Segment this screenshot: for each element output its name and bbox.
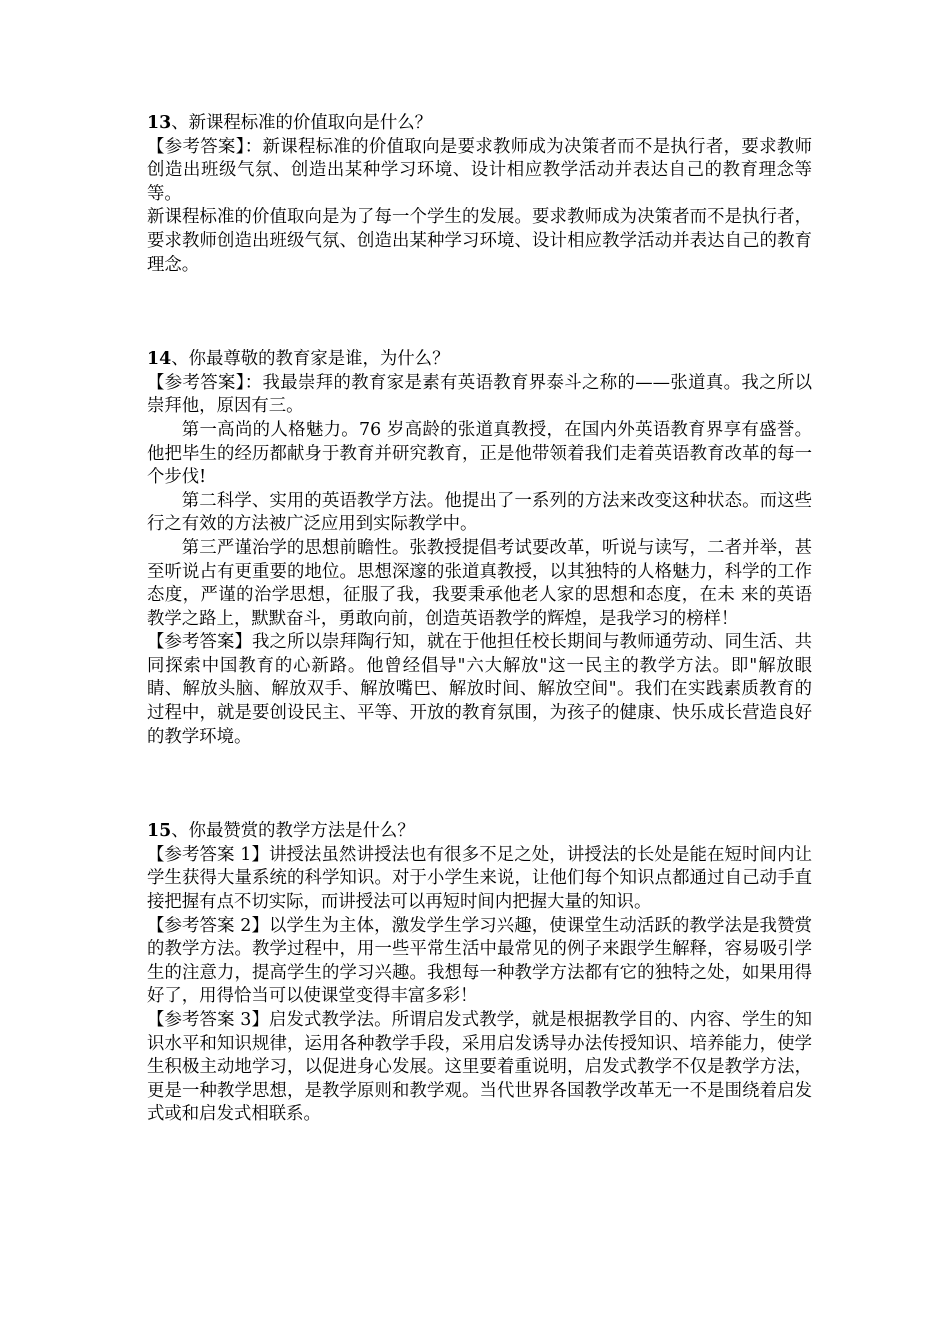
question-14-heading: [147, 348, 812, 372]
answer-14-paragraph-2: 第一高尚的人格魅力。76 岁高龄的张道真教授，在国内外英语教育界享有盛誉。他把毕生的经历都献身于教育并研究教育，正是他带领着我们走着英语教育改革的每一个步伐!: [147, 419, 812, 488]
answer-13-paragraph-2: 新课程标准的价值取向是为了每一个学生的发展。要求教师成为决策者而不是执行者，要求教师创造出班级气氛、创造出某种学习环境、设计相应教学活动并表达自己的教育理念。: [147, 207, 812, 275]
question-14-text: 、你最尊敬的教育家是谁，为什么？: [171, 349, 450, 370]
question-14-number: 14: [147, 349, 172, 370]
answer-14-paragraph-4: 第三严谨治学的思想前瞻性。张教授提倡考试要改革，听说与读写，二者并举，甚至听说占有更重要的地位。思想深邃的张道真教授，以其独特的人格魅力，科学的工作态度，严谨的治学思想，征服了我，我要秉承他老人家的思想和态度，在未 来的英语教学之路上，默默奋斗，勇敢向前，创造英语教学的辉煌，是我学习的榜样！: [147, 537, 812, 629]
question-15-section: [147, 820, 812, 1127]
answer-14-paragraph-1: 【参考答案】：我最崇拜的教育家是素有英语教育界泰斗之称的——张道真。我之所以崇拜他，原因有三。: [147, 372, 812, 417]
question-13-text: 、新课程标准的价值取向是什么？: [171, 113, 433, 133]
question-14-section: [147, 348, 812, 749]
document-page: [147, 112, 812, 1127]
section-spacer: [147, 277, 812, 348]
answer-15-paragraph-2: 【参考答案 2】以学生为主体，激发学生学习兴趣，使课堂生动活跃的教学法是我赞赏的教学方法。教学过程中，用一些平常生活中最常见的例子来跟学生解释，容易吸引学生的注意力，提高学生的学习兴趣。我想每一种教学方法都有它的独特之处，如果用得好了，用得恰当可以使课堂变得丰富多彩！: [147, 915, 812, 1007]
answer-13-paragraph-1: 【参考答案】：新课程标准的价值取向是要求教师成为决策者而不是执行者，要求教师创造出班级气氛、创造出某种学习环境、设计相应教学活动并表达自己的教育理念等等。: [147, 136, 812, 204]
question-13-section: [147, 112, 812, 277]
answer-14-paragraph-3: 第二科学、实用的英语教学方法。他提出了一系列的方法来改变这种状态。而这些行之有效的方法被广泛应用到实际教学中。: [147, 490, 812, 535]
question-15-number: 15: [147, 821, 172, 842]
answer-15-paragraph-1: 【参考答案 1】讲授法虽然讲授法也有很多不足之处，讲授法的长处是能在短时间内让学生获得大量系统的科学知识。对于小学生来说，让他们每个知识点都通过自己动手直接把握有点不切实际，而讲授法可以再短时间内把握大量的知识。: [147, 844, 812, 913]
question-15-text: 、你最赞赏的教学方法是什么？: [171, 821, 415, 842]
section-spacer: [147, 749, 812, 820]
question-13-heading: [147, 112, 812, 136]
answer-15-paragraph-3: 【参考答案 3】启发式教学法。所谓启发式教学，就是根据教学目的、内容、学生的知识水平和知识规律，运用各种教学手段，采用启发诱导办法传授知识、培养能力，使学生积极主动地学习，以促进身心发展。这里要着重说明，启发式教学不仅是教学方法，更是一种教学思想，是教学原则和教学观。当代世界各国教学改革无一不是围绕着启发式或和启发式相联系。: [147, 1010, 812, 1125]
answer-14-paragraph-5: 【参考答案】我之所以崇拜陶行知，就在于他担任校长期间与教师通劳动、同生活、共同探索中国教育的心新路。他曾经倡导"六大解放"这一民主的教学方法。即"解放眼睛、解放头脑、解放双手、解放嘴巴、解放时间、解放空间"。我们在实践素质教育的过程中，就是要创设民主、平等、开放的教育氛围，为孩子的健康、快乐成长营造良好的教学环境。: [147, 632, 812, 747]
question-13-number: 13: [147, 113, 172, 133]
question-15-heading: [147, 820, 812, 844]
